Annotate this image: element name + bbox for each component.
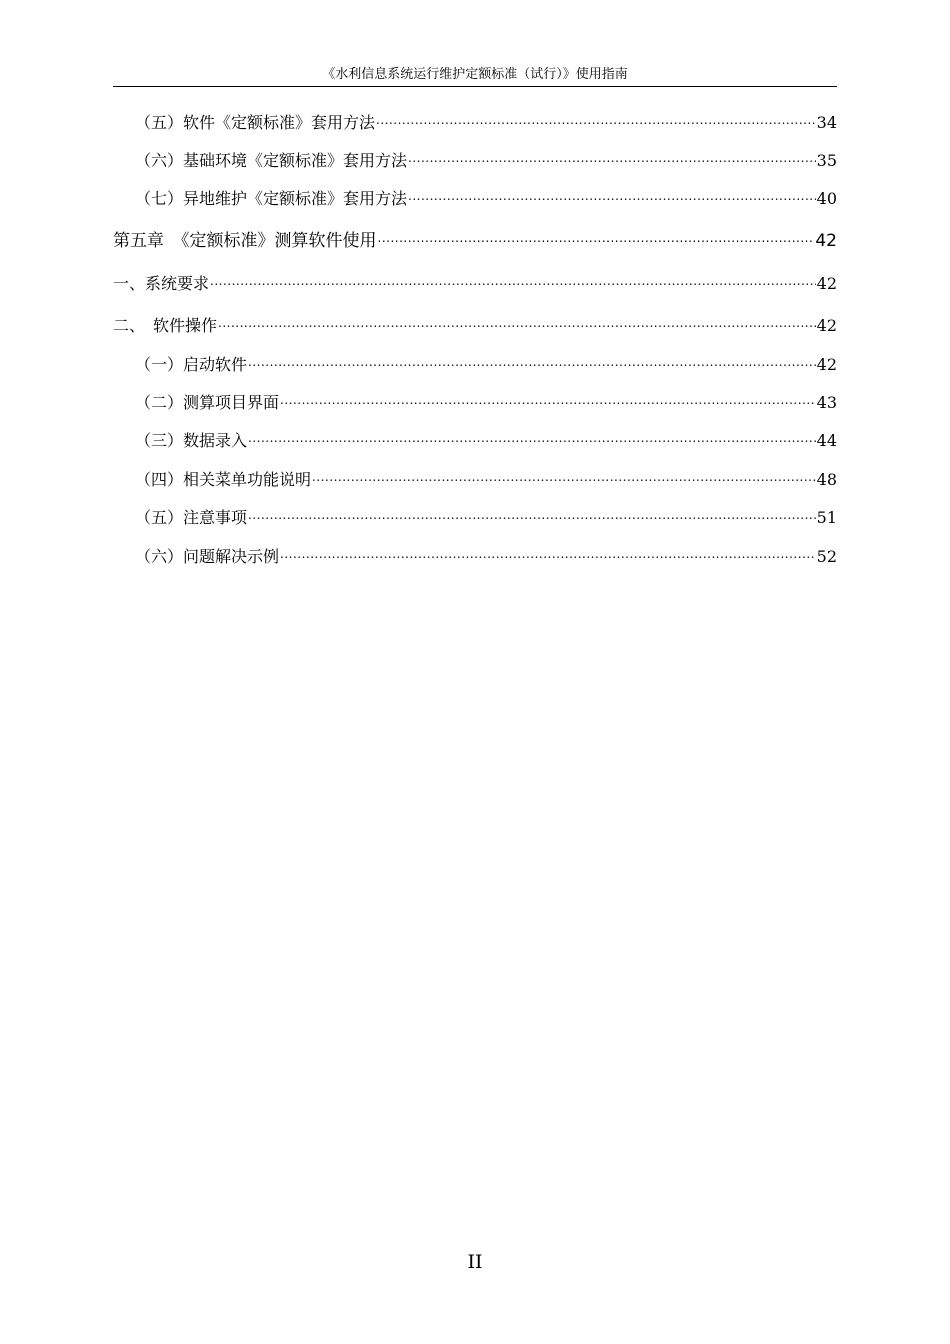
toc-dot-leader: [280, 394, 816, 408]
toc-entry-page: 42: [816, 355, 837, 374]
toc-entry[interactable]: [135, 187, 837, 211]
toc-entry[interactable]: [135, 429, 837, 453]
toc-entry-page: 42: [816, 274, 837, 293]
toc-entry-page: 42: [815, 231, 837, 251]
toc-entry-label: （五）注意事项: [135, 508, 248, 527]
toc-entry-chapter[interactable]: [113, 229, 837, 253]
toc-entry-page: 51: [816, 508, 837, 527]
toc-entry-page: 43: [816, 393, 837, 412]
toc-entry[interactable]: [135, 111, 837, 135]
toc-entry[interactable]: [135, 149, 837, 173]
toc-entry-label: （五）软件《定额标准》套用方法: [135, 113, 376, 132]
toc-dot-leader: [280, 548, 816, 562]
toc-entry-label: （三）数据录入: [135, 431, 248, 450]
toc-dot-leader: [312, 471, 816, 485]
toc-entry-label: （六）问题解决示例: [135, 547, 280, 566]
toc-entry-label: （六）基础环境《定额标准》套用方法: [135, 151, 408, 170]
toc-entry[interactable]: [135, 391, 837, 415]
toc-entry[interactable]: [113, 272, 837, 296]
toc-entry-label: （七）异地维护《定额标准》套用方法: [135, 189, 408, 208]
toc-entry[interactable]: [135, 545, 837, 569]
toc-entry-label: （二）测算项目界面: [135, 393, 280, 412]
toc-entry-page: 35: [816, 151, 837, 170]
toc-entry-label: 第五章 《定额标准》测算软件使用: [113, 231, 377, 251]
toc-dot-leader: [376, 114, 816, 128]
toc-dot-leader: [248, 509, 816, 523]
toc-entry-label: 二、 软件操作: [113, 316, 218, 335]
toc-entry[interactable]: [113, 314, 837, 338]
toc-entry-label: （四）相关菜单功能说明: [135, 470, 312, 489]
toc-entry-page: 52: [816, 547, 837, 566]
toc-dot-leader: [408, 152, 816, 166]
toc-entry-page: 34: [816, 113, 837, 132]
toc-entry-page: 42: [816, 316, 837, 335]
toc-entry[interactable]: [135, 353, 837, 377]
toc-dot-leader: [248, 356, 816, 370]
toc-entry-page: 40: [816, 189, 837, 208]
page-number: II: [467, 1251, 483, 1273]
toc-entry-page: 44: [816, 431, 837, 450]
toc-entry-label: （一）启动软件: [135, 355, 248, 374]
toc-dot-leader: [218, 317, 816, 331]
toc-entry[interactable]: [135, 468, 837, 492]
toc-dot-leader: [378, 232, 815, 246]
toc-dot-leader: [408, 190, 816, 204]
toc-dot-leader: [210, 275, 816, 289]
toc-entry[interactable]: [135, 506, 837, 530]
toc-entry-label: 一、系统要求: [113, 274, 210, 293]
page-header: 《水利信息系统运行维护定额标准（试行）》使用指南: [113, 64, 837, 87]
toc-dot-leader: [248, 432, 816, 446]
toc-entry-page: 48: [816, 470, 837, 489]
